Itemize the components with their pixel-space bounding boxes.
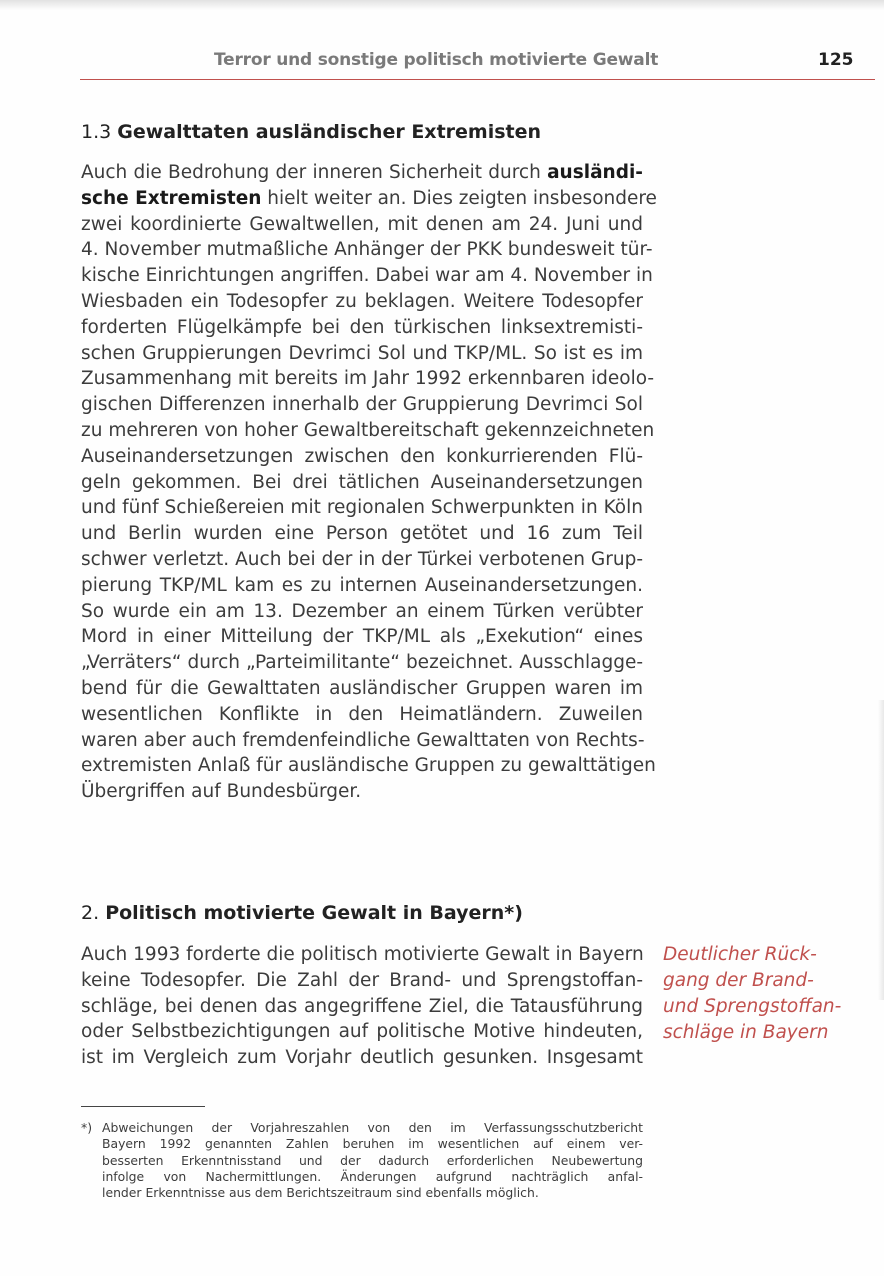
- footnote-line: besserten Erkenntnisstand und der dadurch erforderlichen Neubewertung: [102, 1152, 643, 1168]
- footnote-line: Abweichungen der Vorjahreszahlen von den im Verfassungsschutzbericht: [102, 1120, 643, 1135]
- text-line: „Verräters“ durch „Parteimilitante“ bezeichnet. Ausschlagge-: [81, 652, 643, 674]
- text-line: 4. November mutmaßliche Anhänger der PKK bundesweit tür-: [81, 239, 653, 261]
- text-line: Übergriffen auf Bundesbürger.: [81, 781, 362, 803]
- bold-phrase: sche Extremisten: [81, 187, 262, 209]
- text-line: schen Gruppierungen Devrimci Sol und TKP/ML. So ist es im: [81, 342, 643, 364]
- text-line: Mord in einer Mitteilung der TKP/ML als „Exekution“ eines: [81, 626, 643, 648]
- text-line: und Berlin wurden eine Person getötet und 16 zum Teil: [81, 523, 643, 545]
- section-heading-2: [81, 902, 523, 924]
- paragraph-foreign-extremists: [81, 160, 657, 805]
- margin-note-line: und Sprengstoffan-: [663, 996, 842, 1017]
- text-line: zwei koordinierte Gewaltwellen, mit denen am 24. Juni und: [81, 213, 643, 235]
- text-line: Auch 1993 forderte die politisch motivierte Gewalt in Bayern: [81, 944, 644, 965]
- text-line: pierung TKP/ML kam es zu internen Auseinandersetzungen.: [81, 574, 643, 596]
- section-title: Gewalttaten ausländischer Extremisten: [117, 121, 542, 143]
- text-line: wesentlichen Konflikte in den Heimatländern. Zuweilen: [81, 703, 643, 725]
- page-top-shadow: [0, 0, 884, 10]
- margin-note-line: gang der Brand-: [663, 970, 814, 991]
- text-line: Zusammenhang mit bereits im Jahr 1992 erkennbaren ideolo-: [81, 368, 655, 390]
- footnote-line: Bayern 1992 genannten Zahlen beruhen im wesentlichen auf einem ver-: [102, 1136, 643, 1152]
- text-line: So wurde ein am 13. Dezember an einem Türken verübter: [81, 600, 643, 622]
- page-number: 125: [818, 50, 854, 70]
- page-edge-shadow: [878, 700, 884, 1000]
- text-line: bend für die Gewalttaten ausländischer Gruppen waren im: [81, 677, 643, 699]
- bold-phrase: ausländi-: [547, 162, 643, 183]
- text-line: schwer verletzt. Auch bei der in der Türkei verbotenen Grup-: [81, 548, 643, 570]
- text-line: ist im Vergleich zum Vorjahr deutlich gesunken. Insgesamt: [81, 1047, 643, 1069]
- margin-note-line: Deutlicher Rück-: [663, 944, 817, 965]
- section-number: 2.: [81, 902, 100, 924]
- footnote-mark: *): [81, 1120, 93, 1135]
- text-line: Auseinandersetzungen zwischen den konkurrierenden Flü-: [81, 445, 643, 467]
- section-number: 1.3: [81, 121, 112, 143]
- footnote-line: infolge von Nachermittlungen. Änderungen aufgrund nachträglich anfal-: [102, 1168, 643, 1184]
- margin-note: [663, 942, 873, 1046]
- text-line: Auch die Bedrohung der inneren Sicherheit durch ausländi-: [81, 162, 643, 183]
- text-line: waren aber auch fremdenfeindliche Gewalttaten von Rechts-: [81, 729, 645, 751]
- header-rule: [80, 79, 875, 80]
- footnote-line: lender Erkenntnisse aus dem Berichtszeitraum sind ebenfalls möglich.: [102, 1185, 539, 1201]
- text-line: oder Selbstbezichtigungen auf politische Motive hindeuten,: [81, 1021, 643, 1043]
- text-line: geln gekommen. Bei drei tätlichen Auseinandersetzungen: [81, 471, 643, 493]
- text-line: forderten Flügelkämpfe bei den türkischen linksextremisti-: [81, 316, 643, 338]
- text-line: sche Extremisten hielt weiter an. Dies zeigten insbesondere: [81, 187, 657, 209]
- text-line: schläge, bei denen das angegriffene Ziel, die Tatausführung: [81, 995, 643, 1017]
- paragraph-bavaria: [81, 942, 643, 1071]
- footnote-rule: [81, 1106, 205, 1107]
- footnote: [81, 1120, 643, 1201]
- section-title: Politisch motivierte Gewalt in Bayern*): [105, 902, 523, 924]
- text-line: extremisten Anlaß für ausländische Gruppen zu gewalttätigen: [81, 755, 656, 777]
- margin-note-line: schläge in Bayern: [663, 1022, 829, 1043]
- text-line: gischen Differenzen innerhalb der Gruppierung Devrimci Sol: [81, 394, 643, 416]
- section-heading-1-3: [81, 121, 541, 143]
- text-line: Wiesbaden ein Todesopfer zu beklagen. Weitere Todesopfer: [81, 290, 643, 312]
- running-head: Terror und sonstige politisch motivierte Gewalt: [214, 50, 659, 70]
- text-line: und fünf Schießereien mit regionalen Schwerpunkten in Köln: [81, 497, 643, 519]
- text-line: kische Einrichtungen angriffen. Dabei war am 4. November in: [81, 265, 653, 287]
- text-line: keine Todesopfer. Die Zahl der Brand- und Sprengstoffan-: [81, 969, 643, 991]
- text-line: zu mehreren von hoher Gewaltbereitschaft gekennzeichneten: [81, 419, 655, 441]
